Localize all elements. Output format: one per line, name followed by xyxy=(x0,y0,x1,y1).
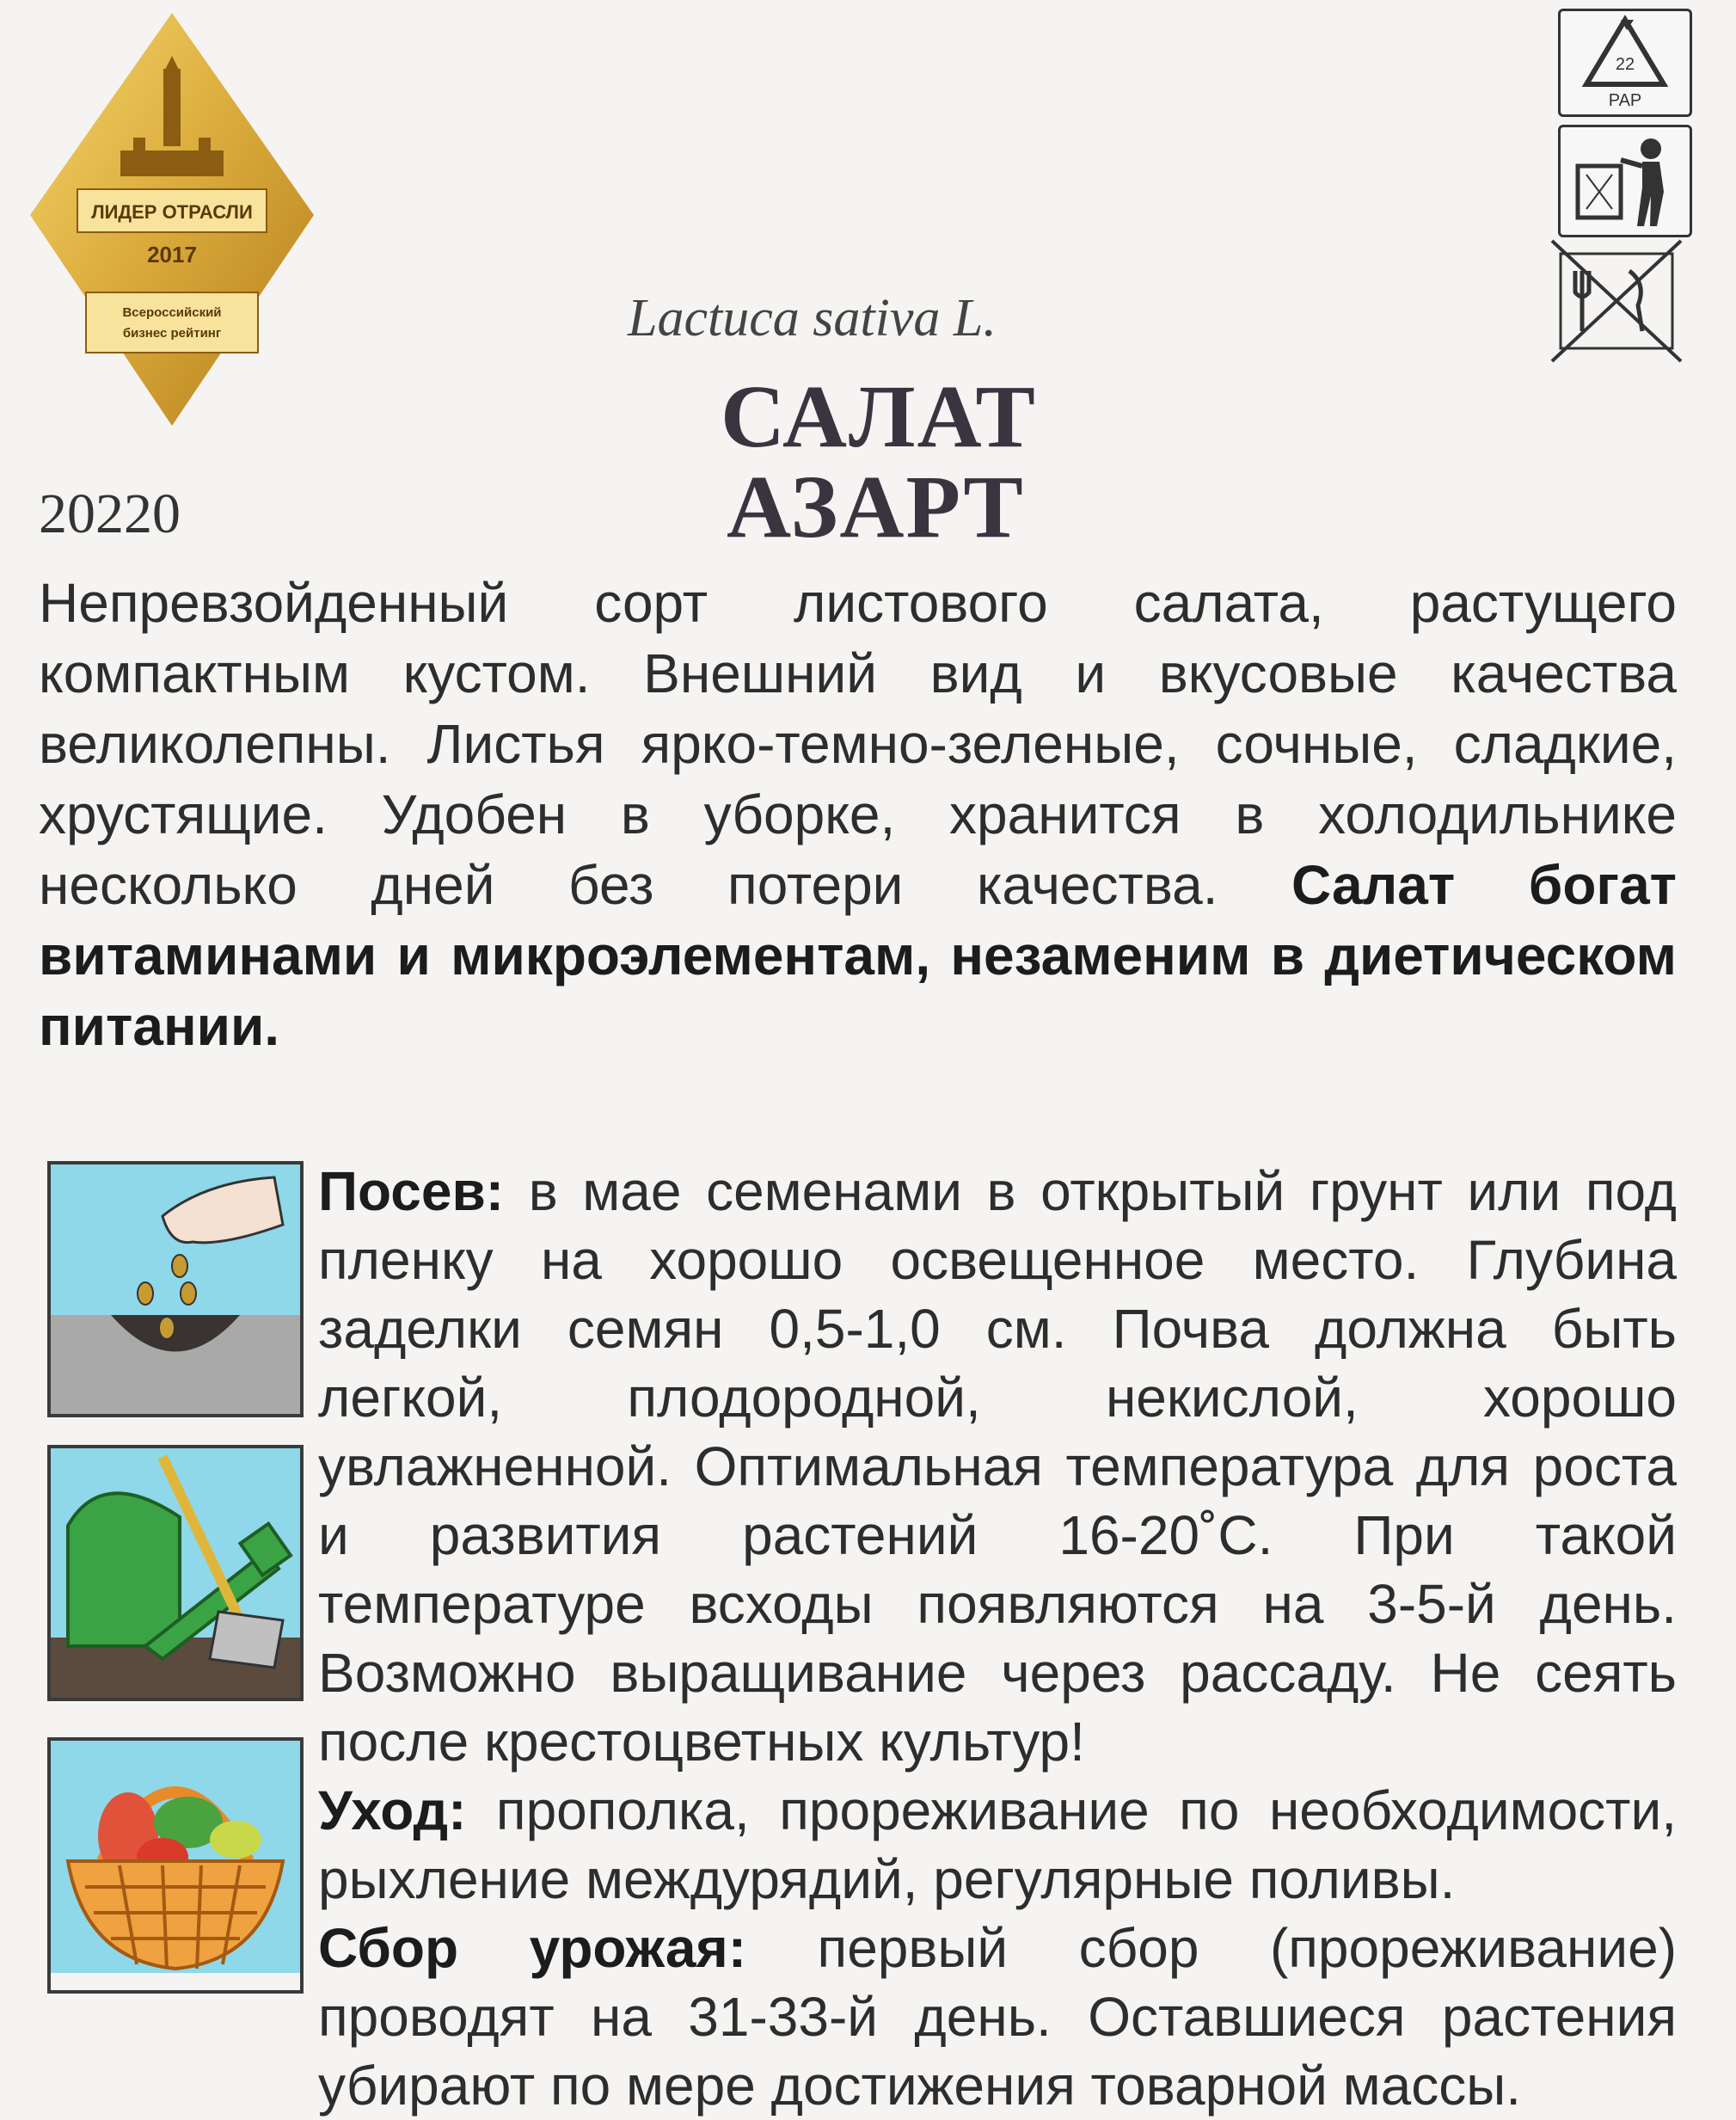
care-section xyxy=(318,1776,1677,1914)
recycle-icon xyxy=(1561,11,1690,114)
sowing-section xyxy=(318,1157,1677,1776)
harvest-basket-icon xyxy=(47,1737,304,1994)
product-code: 20220 xyxy=(39,482,181,545)
product-title-line2: АЗАРТ xyxy=(727,458,1025,556)
recycle-number: 22 xyxy=(1615,55,1635,74)
watering-can-icon xyxy=(47,1445,304,1701)
care-label: Уход: xyxy=(318,1779,467,1841)
growing-instructions xyxy=(318,1157,1677,2120)
badge-subtitle-1: Всероссийский xyxy=(122,305,222,320)
award-badge xyxy=(26,9,318,430)
sowing-text: в мае семенами в открытый грунт или под пленку на хорошо освещенное место. Глубина заделки семян 0,5-1,0 см. Почва должна быть легкой, плодородной, некислой, хорошо увлажненной. Оптимальная температура для роста и развития растений 16-20˚С. При такой температуре всходы появляются на 3-5-й день. Возможно выращивание через рассаду. Не сеять после крестоцветных культур! xyxy=(318,1160,1677,1773)
recycle-code: PAP xyxy=(1608,91,1642,110)
sowing-label: Посев: xyxy=(318,1160,505,1222)
badge-title: ЛИДЕР ОТРАСЛИ xyxy=(91,201,253,223)
product-title-line1: САЛАТ xyxy=(721,367,1037,466)
latin-name: Lactuca sativa L. xyxy=(628,289,997,347)
trash-bin-icon xyxy=(1561,127,1690,235)
trash-symbol xyxy=(1558,125,1692,237)
harvest-label: Сбор урожая: xyxy=(318,1917,747,1979)
care-text: прополка, прореживание по необходимости, рыхление междурядий, регулярные поливы. xyxy=(318,1779,1677,1910)
recycle-symbol xyxy=(1558,9,1692,117)
description-text: Непревзойденный сорт листового салата, растущего компактным кустом. Внешний вид и вкусовые качества великолепны. Листья ярко-темно-зеленые, сочные, сладкие, хрустящие. Удобен в уборке, хранится в холодильнике несколько дней без потери качества. xyxy=(39,572,1677,916)
harvest-section xyxy=(318,1914,1677,2120)
harvest-text: первый сбор (прореживание) проводят на 31-33-й день. Оставшиеся растения убирают по мере достижения товарной массы. xyxy=(318,1917,1678,2117)
badge-subtitle-2: бизнес рейтинг xyxy=(122,326,222,341)
not-food-symbol xyxy=(1548,232,1685,366)
sowing-icon xyxy=(47,1161,304,1417)
badge-year: 2017 xyxy=(147,242,197,267)
description-highlight: Салат богат витаминами и микроэлементам, незаменим в диетическом питании. xyxy=(39,854,1677,1057)
product-description xyxy=(39,568,1677,1061)
not-for-food-icon xyxy=(1548,232,1685,366)
